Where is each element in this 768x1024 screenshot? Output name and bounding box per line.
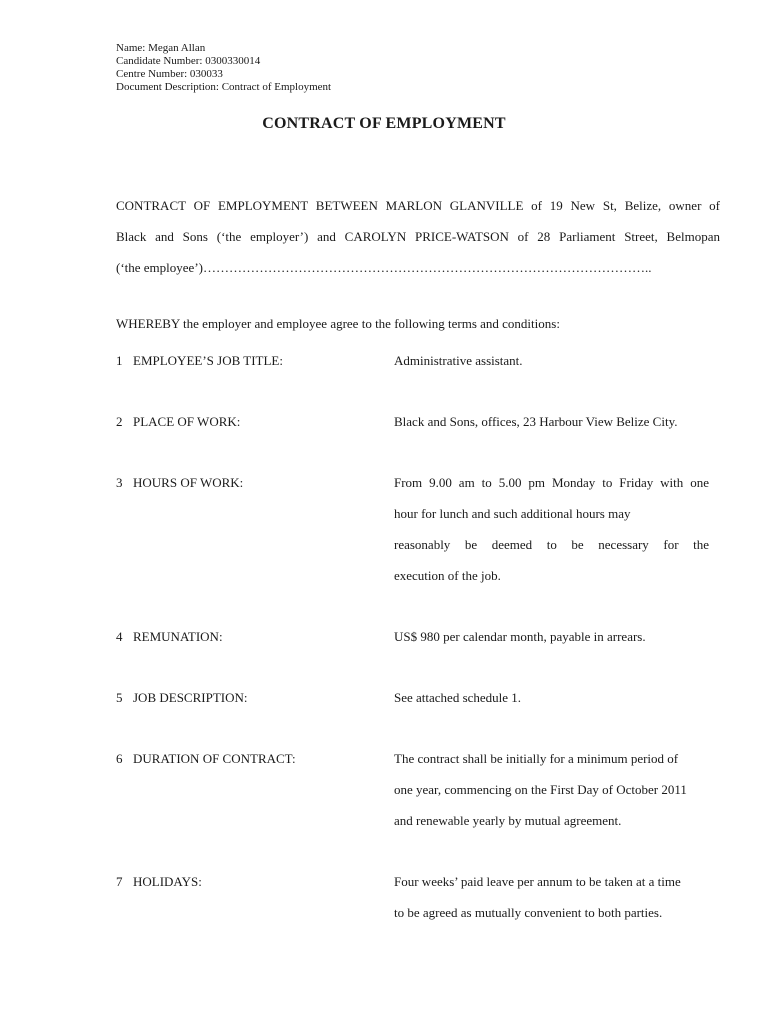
term-item [116,621,716,652]
term-label: REMUNATION: [133,629,223,644]
terms-list [116,345,716,928]
term-number: 4 [116,629,123,644]
term-value-line: and renewable yearly by mutual agreement. [394,813,622,828]
intro-line: Black and Sons (‘the employer’) and CAROLYN PRICE-WATSON of 28 Parliament Street, Belmopan [116,229,720,244]
term-label: PLACE OF WORK: [133,414,241,429]
term-value-line: hour for lunch and such additional hours may [394,506,631,521]
term-number: 3 [116,475,123,490]
centre-number: Centre Number: 030033 [116,68,223,80]
document-description: Document Description: Contract of Employment [116,81,332,93]
term-value [394,866,709,928]
term-label: HOLIDAYS: [133,874,202,889]
term-value [394,406,709,437]
term-value-line: See attached schedule 1. [394,690,522,705]
term-number: 1 [116,353,123,368]
term-value [394,743,709,836]
term-value [394,621,709,652]
candidate-number: Candidate Number: 0300330014 [116,55,261,67]
term-label: EMPLOYEE’S JOB TITLE: [133,353,283,368]
term-item [116,467,716,591]
document-title: CONTRACT OF EMPLOYMENT [262,115,506,132]
term-value-line: reasonably be deemed to be necessary for the [394,537,709,552]
term-value-line: Black and Sons, offices, 23 Harbour View Belize City. [394,414,678,429]
intro-line: (‘the employee’)………………………………………………………………………………………….. [116,260,652,275]
term-value-line: Four weeks’ paid leave per annum to be taken at a time [394,874,681,889]
term-number: 2 [116,414,123,429]
term-number: 6 [116,751,123,766]
term-value [394,467,709,591]
term-item [116,345,716,376]
term-value-line: to be agreed as mutually convenient to both parties. [394,905,663,920]
whereby-statement: WHEREBY the employer and employee agree to the following terms and conditions: [116,316,560,331]
intro-paragraph [116,190,720,283]
term-label: JOB DESCRIPTION: [133,690,248,705]
term-value-line: US$ 980 per calendar month, payable in arrears. [394,629,646,644]
term-item [116,743,716,836]
term-item [116,682,716,713]
term-label: DURATION OF CONTRACT: [133,751,296,766]
term-item [116,866,716,928]
term-label: HOURS OF WORK: [133,475,244,490]
term-value-line: execution of the job. [394,568,501,583]
term-number: 5 [116,690,123,705]
intro-line: CONTRACT OF EMPLOYMENT BETWEEN MARLON GLANVILLE of 19 New St, Belize, owner of [116,198,720,213]
term-value-line: The contract shall be initially for a minimum period of [394,751,679,766]
term-value-line: one year, commencing on the First Day of October 2011 [394,782,687,797]
term-number: 7 [116,874,123,889]
term-item [116,406,716,437]
candidate-header [116,42,331,94]
term-value-line: Administrative assistant. [394,353,523,368]
term-value [394,682,709,713]
term-value-line: From 9.00 am to 5.00 pm Monday to Friday with one [394,475,709,490]
term-value [394,345,709,376]
candidate-name: Name: Megan Allan [116,42,206,54]
